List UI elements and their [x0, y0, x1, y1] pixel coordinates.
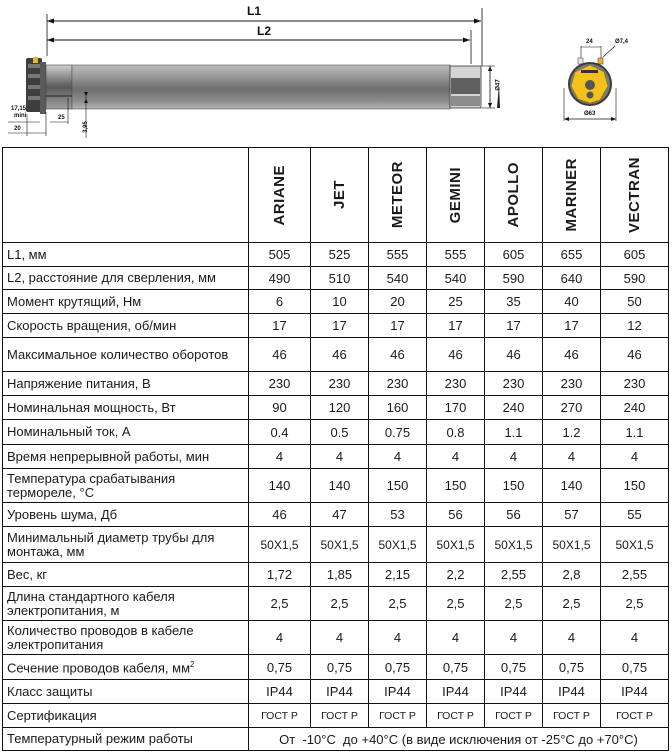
value-cell: 240	[485, 396, 543, 420]
table-row	[3, 396, 669, 420]
value-cell: 46	[249, 503, 311, 527]
row-label-text: Минимальный диаметр трубы для монтажа, мм	[7, 529, 215, 559]
row-label	[3, 587, 249, 621]
row-label-text: Температура срабатывания термореле, °С	[7, 470, 176, 500]
row-label	[3, 314, 249, 338]
value-cell: 0.8	[427, 420, 485, 445]
value-cell: 17	[543, 314, 601, 338]
value-cell: 150	[485, 469, 543, 503]
value-cell: 57	[543, 503, 601, 527]
value-cell: 20	[369, 290, 427, 314]
row-label: Температурный режим работы	[3, 728, 249, 751]
value-cell: 4	[543, 621, 601, 655]
value-cell: 150	[369, 469, 427, 503]
value-cell: 56	[427, 503, 485, 527]
value-cell: 140	[543, 469, 601, 503]
value-cell: 230	[543, 372, 601, 396]
dimension-diameter-63: Ø63	[584, 111, 596, 117]
column-header-vectran	[601, 148, 669, 243]
value-cell: 230	[249, 372, 311, 396]
value-cell: 46	[485, 338, 543, 372]
value-cell: 4	[249, 621, 311, 655]
value-cell: 0,75	[485, 655, 543, 680]
model-name: METEOR	[389, 161, 406, 229]
row-label-text: Сечение проводов кабеля, мм	[7, 660, 191, 676]
motor-technical-drawing	[0, 0, 672, 145]
value-cell: 170	[427, 396, 485, 420]
row-label-text: Номинальная мощность, Вт	[7, 399, 176, 415]
row-label	[3, 527, 249, 563]
value-cell: 0.4	[249, 420, 311, 445]
value-cell: 46	[601, 338, 669, 372]
row-label	[3, 469, 249, 503]
value-cell: 655	[543, 243, 601, 267]
row-label	[3, 621, 249, 655]
row-label	[3, 503, 249, 527]
value-cell: 2,8	[543, 563, 601, 587]
value-cell: 2,55	[601, 563, 669, 587]
value-cell: 17	[249, 314, 311, 338]
value-cell: 17	[427, 314, 485, 338]
value-cell: 590	[601, 267, 669, 290]
value-cell: 120	[311, 396, 369, 420]
row-label-text: L1, мм	[7, 246, 47, 262]
row-label-text: Время непрерывной работы, мин	[7, 448, 210, 464]
value-cell: 540	[369, 267, 427, 290]
value-cell: 50X1,5	[601, 527, 669, 563]
row-label-text: Уровень шума, Дб	[7, 506, 118, 522]
value-cell: 47	[311, 503, 369, 527]
value-cell: 240	[601, 396, 669, 420]
row-label	[3, 396, 249, 420]
table-header-row	[3, 148, 669, 243]
value-cell: 0.5	[311, 420, 369, 445]
value-cell: 590	[485, 267, 543, 290]
value-cell: 510	[311, 267, 369, 290]
value-cell: 0,75	[601, 655, 669, 680]
value-cell: 4	[601, 445, 669, 469]
value-cell: 55	[601, 503, 669, 527]
row-label-text: Номинальный ток, А	[7, 424, 131, 439]
table-row	[3, 503, 669, 527]
row-label	[3, 243, 249, 267]
value-cell: 4	[543, 445, 601, 469]
value-cell: 230	[369, 372, 427, 396]
column-header-apollo	[485, 148, 543, 243]
value-cell: 4	[485, 445, 543, 469]
value-cell: 4	[485, 621, 543, 655]
value-cell: 46	[249, 338, 311, 372]
value-cell: 555	[427, 243, 485, 267]
model-name: ARIANE	[271, 164, 288, 226]
value-cell: 0,75	[427, 655, 485, 680]
row-label-text: Момент крутящий, Нм	[7, 293, 142, 309]
table-row	[3, 420, 669, 445]
value-cell: 35	[485, 290, 543, 314]
value-cell: IP44	[427, 680, 485, 704]
value-cell: 2,5	[485, 587, 543, 621]
value-cell: 4	[311, 621, 369, 655]
table-body	[3, 243, 669, 751]
value-cell: 1.1	[601, 420, 669, 445]
model-name: JET	[331, 180, 348, 210]
header-empty-cell	[3, 148, 249, 243]
value-cell: 605	[601, 243, 669, 267]
table-row	[3, 655, 669, 680]
dimension-17-15: 17,15	[11, 106, 27, 112]
row-label	[3, 420, 249, 445]
value-cell: 40	[543, 290, 601, 314]
value-cell: ГОСТ Р	[311, 704, 369, 728]
value-cell: 6	[249, 290, 311, 314]
dimension-20: 20	[14, 126, 21, 132]
value-cell: 2,5	[543, 587, 601, 621]
value-cell: 4	[427, 445, 485, 469]
value-cell: ГОСТ Р	[427, 704, 485, 728]
value-cell: 46	[369, 338, 427, 372]
table-row	[3, 338, 669, 372]
value-cell: 25	[427, 290, 485, 314]
value-cell: ГОСТ Р	[485, 704, 543, 728]
table-row	[3, 267, 669, 290]
value-cell: 56	[485, 503, 543, 527]
value-cell: 490	[249, 267, 311, 290]
row-label	[3, 445, 249, 469]
column-header-gemini	[427, 148, 485, 243]
row-label-text: Количество проводов в кабеле электропитания	[7, 622, 194, 652]
value-cell: 50	[601, 290, 669, 314]
value-cell: ГОСТ Р	[543, 704, 601, 728]
dimension-diameter-7-4: Ø7,4	[615, 39, 629, 45]
value-cell: 50X1,5	[311, 527, 369, 563]
value-cell: 150	[601, 469, 669, 503]
value-cell: 4	[369, 621, 427, 655]
table-row	[3, 587, 669, 621]
value-cell: 160	[369, 396, 427, 420]
table-row	[3, 445, 669, 469]
value-cell: 4	[601, 621, 669, 655]
value-cell: 46	[311, 338, 369, 372]
row-label-text: Максимальное количество оборотов	[7, 346, 229, 362]
value-cell: 230	[427, 372, 485, 396]
model-name: VECTRAN	[626, 156, 643, 233]
dimension-l2-label: L2	[257, 24, 272, 38]
value-cell: IP44	[543, 680, 601, 704]
value-cell: 0,75	[249, 655, 311, 680]
row-label	[3, 267, 249, 290]
value-cell: 140	[311, 469, 369, 503]
table-row	[3, 563, 669, 587]
row-label-text: Скорость вращения, об/мин	[7, 317, 177, 333]
value-cell: 46	[427, 338, 485, 372]
value-cell: 12	[601, 314, 669, 338]
row-label	[3, 338, 249, 372]
value-cell: 1.1	[485, 420, 543, 445]
table-row	[3, 680, 669, 704]
value-cell: 1.2	[543, 420, 601, 445]
value-cell: 150	[427, 469, 485, 503]
value-cell: ГОСТ Р	[601, 704, 669, 728]
model-name: MARINER	[563, 158, 580, 232]
table-row	[3, 314, 669, 338]
value-cell: 2,55	[485, 563, 543, 587]
value-cell: 1,85	[311, 563, 369, 587]
value-cell: 0,75	[369, 655, 427, 680]
table-row	[3, 469, 669, 503]
value-cell: IP44	[249, 680, 311, 704]
row-label	[3, 655, 249, 680]
value-cell: 605	[485, 243, 543, 267]
value-cell: 230	[311, 372, 369, 396]
value-cell: 50X1,5	[485, 527, 543, 563]
model-name: GEMINI	[447, 166, 464, 224]
motor-end-view-drawing	[0, 0, 672, 145]
row-label	[3, 563, 249, 587]
value-cell: 270	[543, 396, 601, 420]
row-label-text: Длина стандартного кабеля электропитания, м	[7, 588, 175, 618]
value-cell: 0,75	[311, 655, 369, 680]
column-header-ariane	[249, 148, 311, 243]
column-header-meteor	[369, 148, 427, 243]
value-cell: 0,75	[543, 655, 601, 680]
value-cell: 50X1,5	[427, 527, 485, 563]
dimension-25: 25	[58, 115, 65, 121]
value-cell: IP44	[369, 680, 427, 704]
row-label	[3, 372, 249, 396]
value-cell: 230	[485, 372, 543, 396]
table-row	[3, 704, 669, 728]
table-row	[3, 290, 669, 314]
motor-specification-table	[2, 147, 669, 751]
row-label	[3, 680, 249, 704]
value-cell: 50X1,5	[369, 527, 427, 563]
row-label-text: Класс защиты	[7, 683, 93, 699]
value-cell: 4	[427, 621, 485, 655]
value-cell: IP44	[311, 680, 369, 704]
dimension-3-95: 3,95	[82, 121, 89, 133]
value-cell: 2,5	[249, 587, 311, 621]
value-cell: ГОСТ Р	[249, 704, 311, 728]
value-cell: 4	[311, 445, 369, 469]
dimension-mini-label: mini	[14, 113, 27, 119]
value-cell: 230	[601, 372, 669, 396]
value-cell: 17	[311, 314, 369, 338]
row-label-text: Напряжение питания, В	[7, 375, 151, 391]
value-cell: 46	[543, 338, 601, 372]
row-label-text: Сертификация	[7, 707, 97, 723]
row-label	[3, 704, 249, 728]
value-cell: IP44	[485, 680, 543, 704]
value-cell: 2,5	[427, 587, 485, 621]
value-cell: 53	[369, 503, 427, 527]
column-header-jet	[311, 148, 369, 243]
value-cell: 0.75	[369, 420, 427, 445]
row-label-text: L2, расстояние для сверления, мм	[7, 270, 216, 285]
value-cell: 17	[485, 314, 543, 338]
value-cell: 2,2	[427, 563, 485, 587]
value-cell: 2,5	[311, 587, 369, 621]
value-cell: 140	[249, 469, 311, 503]
value-cell: 2,5	[369, 587, 427, 621]
value-cell: 2,5	[601, 587, 669, 621]
value-cell: 50X1,5	[543, 527, 601, 563]
value-cell: 540	[427, 267, 485, 290]
row-label-text: Вес, кг	[7, 566, 48, 582]
table-row	[3, 621, 669, 655]
table-row	[3, 243, 669, 267]
table-row	[3, 527, 669, 563]
value-cell: 10	[311, 290, 369, 314]
row-label-superscript: 2	[190, 660, 195, 670]
value-cell: 2,15	[369, 563, 427, 587]
value-cell: 17	[369, 314, 427, 338]
value-cell: 1,72	[249, 563, 311, 587]
table-row	[3, 372, 669, 396]
row-label	[3, 290, 249, 314]
value-cell: 4	[249, 445, 311, 469]
value-cell: 505	[249, 243, 311, 267]
temperature-range-value: От -10°С до +40°С (в виде исключения от -25°С до +70°С)	[249, 728, 669, 751]
value-cell: 555	[369, 243, 427, 267]
dimension-diameter-47: Ø47	[495, 79, 502, 91]
dimension-l1-label: L1	[247, 4, 262, 18]
column-header-mariner	[543, 148, 601, 243]
value-cell: 50X1,5	[249, 527, 311, 563]
value-cell: 4	[369, 445, 427, 469]
value-cell: 525	[311, 243, 369, 267]
dimension-24: 24	[586, 39, 593, 45]
table-row-temperature	[3, 728, 669, 751]
value-cell: 90	[249, 396, 311, 420]
model-name: APOLLO	[505, 162, 522, 228]
value-cell: 640	[543, 267, 601, 290]
value-cell: IP44	[601, 680, 669, 704]
value-cell: ГОСТ Р	[369, 704, 427, 728]
